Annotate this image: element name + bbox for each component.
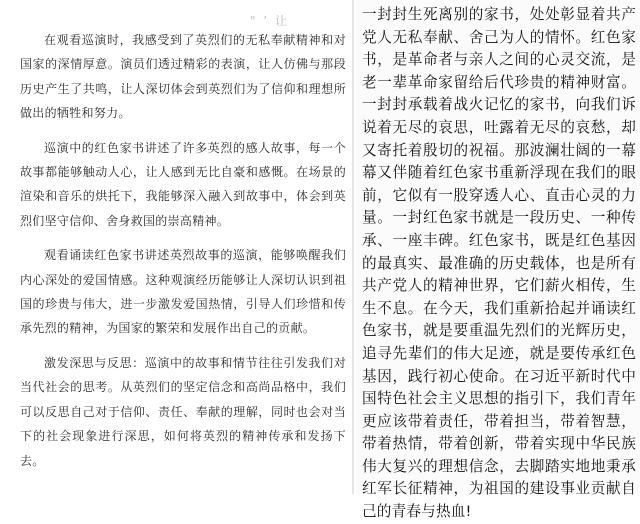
panel-divider [352,0,354,494]
essay-paragraph-4: 激发深思与反思：巡演中的故事和情节往往引发我们对当代社会的思考。从英烈们的坚定信念和高尚品格中，我们可以反思自己对于信仰、责任、奉献的理解，同时也会对当下的社会现象进行深思，如何将英烈的精神传承和发扬下去。 [20,355,346,468]
right-essay-body [362,4,636,524]
essay-paragraph-2: 巡演中的红色家书讲述了许多英烈的感人故事，每一个故事都能够触动人心，让人感到无比自豪和感慨。在场景的渲染和音乐的烘托下，我能够深入融入到故事中，体会到英烈们坚守信仰、舍身救国的崇高精神。 [20,140,346,228]
left-essay-body [20,28,346,483]
essay-paragraph-1: 在观看巡演时，我感受到了英烈们的无私奉献精神和对国家的深情厚意。演员们透过精彩的表演，让人仿佛与那段历史产生了共鸣，让人深切体会到英烈们为了信仰和理想所做出的牺牲和努力。 [20,33,346,121]
right-essay-panel [356,0,640,521]
essay-paragraph-3: 观看诵读红色家书讲述英烈故事的巡演，能够唤醒我们内心深处的爱国情感。这种观演经历能够让人深切认识到祖国的珍贵与伟大，进一步激发爱国热情，引导人们珍惜和传承先烈的精神，为国家的繁荣和发展作出自己的贡献。 [20,248,346,336]
right-essay-paragraph: 一封封生死离别的家书，处处彰显着共产党人无私奉献、舍己为人的情怀。红色家书，是革命者与亲人之间的心灵交流，是老一辈革命家留给后代珍贵的精神财富。一封封承载着战火记忆的家书，向我们诉说着无尽的哀思，吐露着无尽的哀愁，却又寄托着殷切的祝福。那波澜壮阔的一幕幕又伴随着红色家书重新浮现在我们的眼前，它似有一股穿透人心、直击心灵的力量。一封红色家书就是一段历史、一种传承、一座丰碑。红色家书，既是红色基因的最真实、最准确的历史载体，也是所有共产党人的精神世界，它们薪火相传，生生不息。在今天，我们重新拾起并诵读红色家书，就是要重温先烈们的光辉历史，追寻先辈们的伟大足迹，就是要传承红色基因，践行初心使命。在习近平新时代中国特色社会主义思想的指引下，我们青年更应该带着责任，带着担当，带着智慧，带着热情，带着创新，带着实现中华民族伟大复兴的理想信念，去脚踏实地地秉承红军长征精神，为祖国的建设事业贡献自己的青春与热血! [362,6,636,521]
faded-header-text: " ’ 让 [250,14,289,28]
